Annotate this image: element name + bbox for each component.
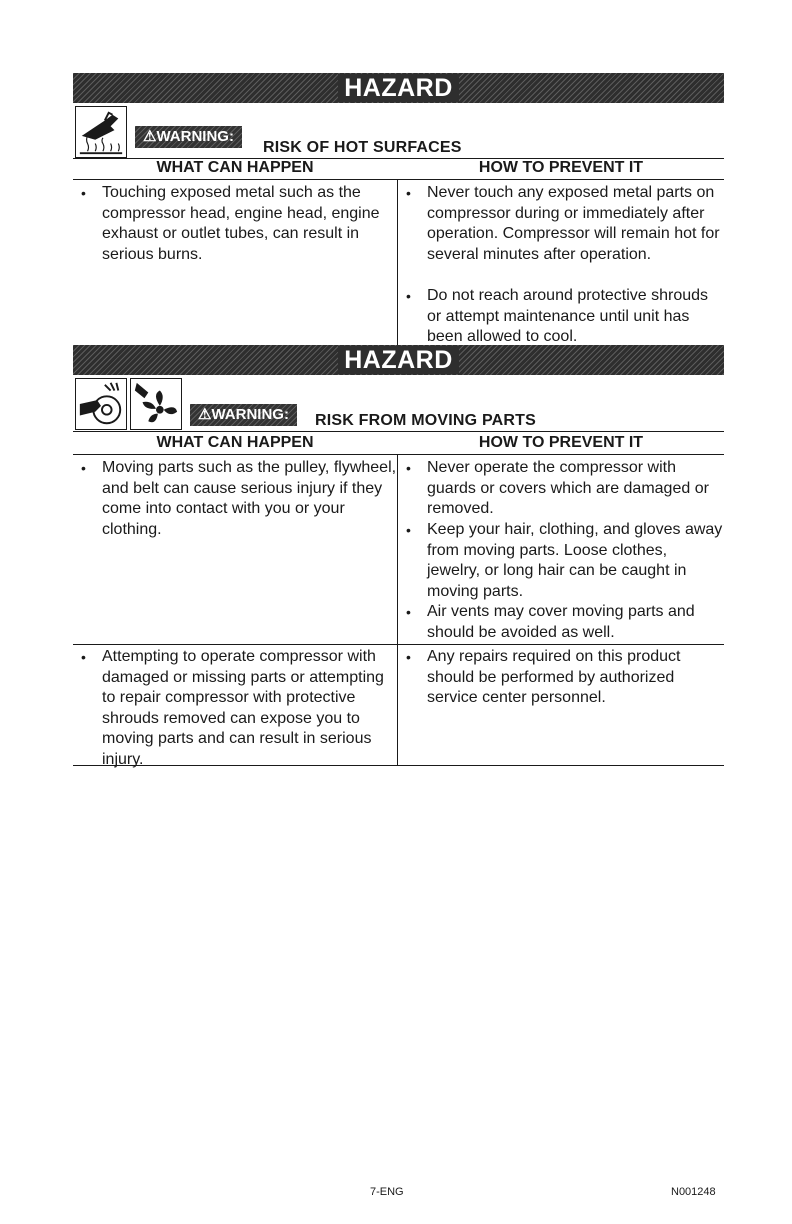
list-item: • Air vents may cover moving parts and should be avoided as well. (400, 602, 724, 643)
divider (73, 431, 724, 432)
column-header-how-to-prevent: HOW TO PREVENT IT (478, 434, 644, 451)
hazard-banner: HAZARD (73, 73, 724, 103)
list-item: • Do not reach around protective shrouds or attempt maintenance until unit has been allowed to cool. (400, 286, 724, 348)
list-item: • Keep your hair, clothing, and gloves away from moving parts. Loose clothes, jewelry, or long hair can be caught in moving parts. (400, 520, 724, 602)
page-number: 7-ENG (370, 1186, 404, 1198)
divider (73, 179, 724, 180)
document-code: N001248 (671, 1186, 716, 1198)
list-item: • Moving parts such as the pulley, flywheel, and belt can cause serious injury if they come into contact with you or your clothing. (75, 458, 397, 540)
column-header-how-to-prevent: HOW TO PREVENT IT (478, 159, 644, 176)
warning-badge: ⚠WARNING: (135, 126, 242, 148)
hand-in-pulley-icon (75, 378, 127, 430)
column-divider (397, 454, 398, 765)
risk-title: RISK FROM MOVING PARTS (315, 412, 536, 429)
warning-badge: ⚠WARNING: (190, 404, 297, 426)
list-item: • Attempting to operate compressor with damaged or missing parts or attempting to repair compressor with protective shrouds removed can expose you to moving parts and can result in serious injury. (75, 647, 397, 770)
column-header-what-can-happen: WHAT CAN HAPPEN (156, 434, 314, 451)
hot-surface-icon (75, 106, 127, 158)
divider (73, 644, 724, 645)
risk-title: RISK OF HOT SURFACES (263, 139, 462, 156)
hand-in-fan-icon (130, 378, 182, 430)
list-item: • Never touch any exposed metal parts on compressor during or immediately after operation. Compressor will remain hot for several minutes after operation. (400, 183, 724, 265)
divider (73, 765, 724, 766)
column-header-what-can-happen: WHAT CAN HAPPEN (156, 159, 314, 176)
column-divider (397, 179, 398, 345)
list-item: • Any repairs required on this product should be performed by authorized service center personnel. (400, 647, 724, 709)
hazard-banner: HAZARD (73, 345, 724, 375)
list-item: • Never operate the compressor with guards or covers which are damaged or removed. (400, 458, 724, 520)
list-item: • Touching exposed metal such as the compressor head, engine head, engine exhaust or outlet tubes, can result in serious burns. (75, 183, 397, 265)
divider (73, 454, 724, 455)
